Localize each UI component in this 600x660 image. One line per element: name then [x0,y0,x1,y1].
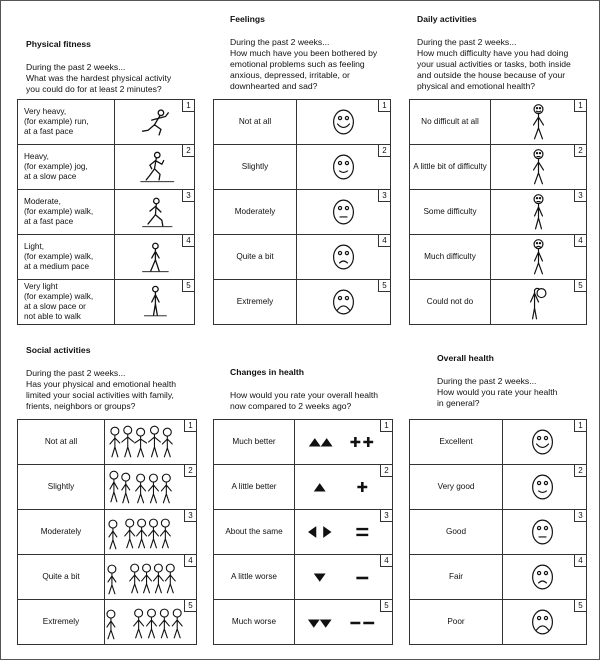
option-number: 2 [574,465,586,477]
question-line: During the past 2 weeks... [437,376,537,386]
feelings-scale [213,99,391,325]
option-row[interactable] [18,555,196,600]
sad-face-icon [297,280,390,324]
option-row[interactable] [214,600,392,644]
option-row[interactable] [18,600,196,644]
group-figures-icon [105,555,196,599]
option-label: Fair [410,555,503,599]
option-row[interactable] [214,190,390,235]
option-row[interactable] [18,280,194,324]
option-row[interactable] [410,555,586,600]
option-number: 1 [184,420,196,432]
question-line: What was the hardest physical activity [26,73,172,83]
option-row[interactable] [410,190,586,235]
option-label: Slightly [214,145,297,189]
double-down-arrow-minus-icon [295,600,392,644]
feelings-section [230,14,377,92]
option-label: Extremely [214,280,297,324]
option-number: 1 [378,100,390,112]
left-right-arrow-equals-icon [295,510,392,554]
option-number: 2 [184,465,196,477]
option-row[interactable] [214,555,392,600]
option-row[interactable] [410,510,586,555]
option-number: 2 [380,465,392,477]
changes-in-health-scale [213,419,393,645]
option-row[interactable] [410,420,586,465]
overall-health-scale [409,419,587,645]
double-up-arrow-plus-icon [295,420,392,464]
option-number: 4 [378,235,390,247]
option-number: 3 [574,510,586,522]
option-label: A little bit of difficulty [410,145,491,189]
question-line: and outside the house because of your [417,70,566,80]
option-number: 4 [182,235,194,247]
upright-figure-icon [491,100,586,144]
question-line: How would you rate your overall health [230,390,379,400]
option-label: Poor [410,600,503,644]
option-row[interactable] [410,100,586,145]
option-number: 1 [574,100,586,112]
option-row[interactable] [18,235,194,280]
option-label: Much worse [214,600,295,644]
section-question [417,37,571,92]
option-row[interactable] [18,100,194,145]
upright-figure-icon [491,190,586,234]
option-label: Moderate, (for example) walk, at a fast pace [18,190,115,234]
section-title: Feelings [230,14,265,24]
option-label: Moderately [18,510,105,554]
neutral-face-icon [297,190,390,234]
option-number: 5 [380,600,392,612]
option-label: A little better [214,465,295,509]
option-label: Light, (for example) walk, at a medium pace [18,235,115,279]
option-number: 4 [184,555,196,567]
question-line: now compared to 2 weeks ago? [230,401,352,411]
option-number: 1 [380,420,392,432]
section-question [26,62,171,95]
question-line: frients, neighbors or groups? [26,401,136,411]
option-label: Not at all [214,100,297,144]
question-line: During the past 2 weeks... [26,62,126,72]
option-label: Very heavy, (for example) run, at a fast pace [18,100,115,144]
question-line: limited your social activities with family, [26,390,174,400]
option-row[interactable] [18,190,194,235]
daily-activities-scale [409,99,587,325]
section-title: Changes in health [230,367,305,377]
option-label: Very light (for example) walk, at a slow pace or not able to walk [18,280,115,324]
section-title: Overall health [437,353,494,363]
option-label: Good [410,510,503,554]
option-row[interactable] [214,100,390,145]
group-figures-icon [105,465,196,509]
option-label: Moderately [214,190,297,234]
option-row[interactable] [18,420,196,465]
option-label: Not at all [18,420,105,464]
physical-fitness-scale [17,99,195,325]
option-label: Could not do [410,280,491,324]
option-number: 3 [182,190,194,202]
option-number: 3 [380,510,392,522]
question-line: During the past 2 weeks... [230,37,330,47]
option-row[interactable] [410,280,586,324]
option-label: Extremely [18,600,105,644]
option-number: 2 [574,145,586,157]
question-line: physical and emotional health? [417,81,536,91]
option-label: Slightly [18,465,105,509]
option-label: Heavy, (for example) jog, at a slow pace [18,145,115,189]
section-question [230,37,377,92]
social-activities-scale [17,419,197,645]
option-row[interactable] [214,420,392,465]
option-row[interactable] [214,145,390,190]
section-title: Social activities [26,345,91,355]
option-number: 4 [574,555,586,567]
up-arrow-plus-icon [295,465,392,509]
question-line: How much difficulty have you had doing [417,48,569,58]
group-figures-icon [105,420,196,464]
option-row[interactable] [18,465,196,510]
question-line: During the past 2 weeks... [417,37,517,47]
option-number: 5 [182,280,194,292]
option-row[interactable] [410,235,586,280]
overall-health-section [437,353,557,409]
option-number: 3 [378,190,390,202]
option-row[interactable] [214,465,392,510]
happy-face-icon [297,100,390,144]
changes-in-health-section [230,367,378,412]
content-face-icon [297,145,390,189]
option-number: 4 [380,555,392,567]
option-number: 2 [378,145,390,157]
question-line: How much have you been bothered by [230,48,378,58]
question-line: in general? [437,398,480,408]
option-label: A little worse [214,555,295,599]
option-row[interactable] [410,600,586,644]
question-line: you could do for at least 2 minutes? [26,84,162,94]
section-title: Physical fitness [26,39,91,49]
physical-fitness-section [26,39,171,95]
option-row[interactable] [214,510,392,555]
group-figures-icon [105,510,196,554]
question-line: your usual activities or tasks, both inside [417,59,571,69]
upright-figure-icon [491,145,586,189]
option-label: Quite a bit [18,555,105,599]
social-activities-section [26,345,176,412]
option-number: 2 [182,145,194,157]
option-label: Very good [410,465,503,509]
option-number: 1 [182,100,194,112]
down-arrow-minus-icon [295,555,392,599]
option-label: Quite a bit [214,235,297,279]
option-label: Much better [214,420,295,464]
section-question [230,390,378,412]
question-line: Has your physical and emotional health [26,379,177,389]
option-row[interactable] [214,280,390,324]
option-row[interactable] [18,145,194,190]
question-line: emotional problems such as feeling [230,59,365,69]
option-row[interactable] [410,465,586,510]
section-question [437,376,557,409]
option-number: 5 [574,280,586,292]
option-label: No difficult at all [410,100,491,144]
option-number: 3 [574,190,586,202]
option-label: Excellent [410,420,503,464]
unhappy-face-icon [297,235,390,279]
option-number: 4 [574,235,586,247]
option-label: Some difficulty [410,190,491,234]
option-row[interactable] [214,235,390,280]
option-number: 1 [574,420,586,432]
question-line: During the past 2 weeks... [26,368,126,378]
daily-activities-section [417,14,571,92]
question-line: downhearted and sad? [230,81,318,91]
option-row[interactable] [410,145,586,190]
option-number: 5 [574,600,586,612]
question-line: anxious, depressed, irritable, or [230,70,350,80]
question-line: How would you rate your health [437,387,558,397]
frowning-figure-icon [491,235,586,279]
option-row[interactable] [18,510,196,555]
option-number: 3 [184,510,196,522]
isolated-figure-icon [105,600,196,644]
option-label: About the same [214,510,295,554]
option-label: Much difficulty [410,235,491,279]
slumped-figure-icon [491,280,586,324]
section-title: Daily activities [417,14,477,24]
option-number: 5 [184,600,196,612]
section-question [26,368,176,412]
option-number: 5 [378,280,390,292]
